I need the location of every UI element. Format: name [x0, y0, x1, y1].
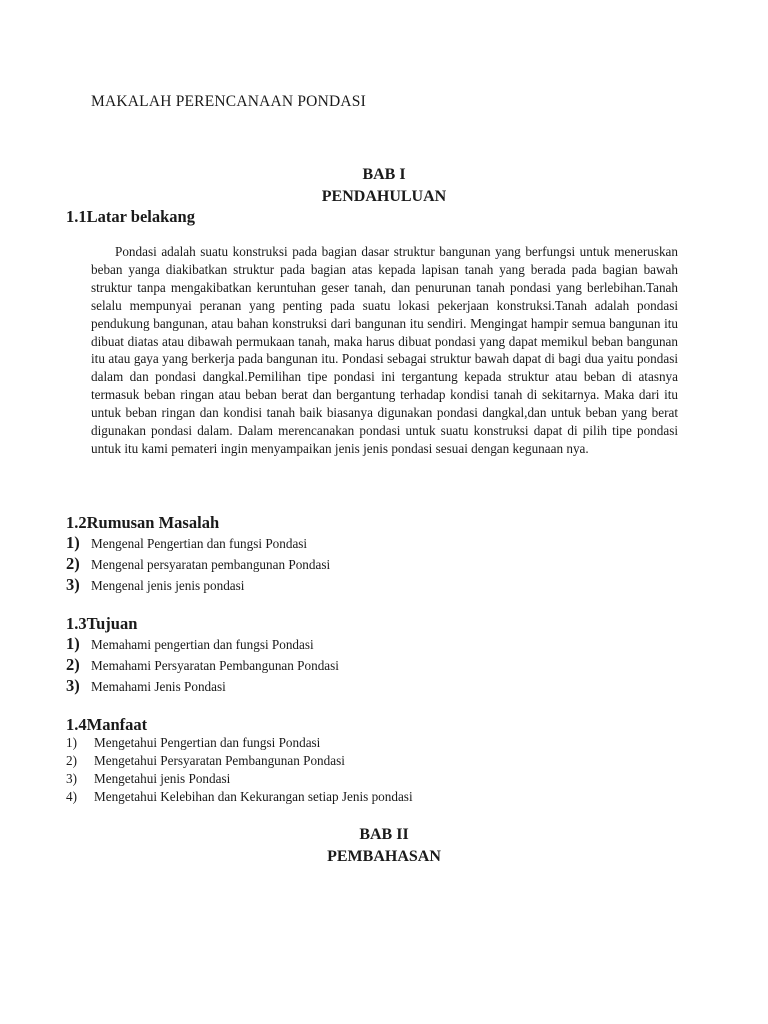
list-text: Mengenal jenis jenis pondasi — [91, 578, 245, 593]
list-number: 2) — [66, 554, 80, 573]
list-number: 1) — [66, 634, 80, 653]
list-number: 3) — [66, 575, 80, 594]
list-text: Mengetahui Pengertian dan fungsi Pondasi — [94, 735, 321, 750]
list-number: 1) — [66, 533, 80, 552]
list-item — [66, 676, 339, 697]
list-text: Memahami Persyaratan Pembangunan Pondasi — [91, 658, 339, 673]
chapter-title: PEMBAHASAN — [327, 848, 441, 865]
list-item — [66, 554, 330, 575]
chapter-2-heading — [0, 824, 768, 868]
list-number: 4) — [66, 789, 77, 804]
list-number: 2) — [66, 655, 80, 674]
list-item — [66, 735, 413, 753]
list-item — [66, 575, 330, 596]
section-heading-tujuan: 1.3Tujuan — [66, 614, 138, 633]
list-manfaat — [66, 735, 413, 807]
list-text: Mengenal persyaratan pembangunan Pondasi — [91, 557, 331, 572]
section-heading-rumusan-masalah: 1.2Rumusan Masalah — [66, 513, 220, 532]
list-item — [66, 533, 330, 554]
list-tujuan — [66, 634, 339, 697]
chapter-number: BAB I — [362, 166, 406, 183]
list-text: Memahami pengertian dan fungsi Pondasi — [91, 637, 314, 652]
list-text: Mengetahui Kelebihan dan Kekurangan setiap Jenis pondasi — [94, 789, 413, 804]
list-number: 3) — [66, 771, 77, 786]
chapter-number: BAB II — [359, 826, 409, 843]
list-item — [66, 634, 339, 655]
list-number: 3) — [66, 676, 80, 695]
list-text: Mengenal Pengertian dan fungsi Pondasi — [91, 536, 308, 551]
section-heading-manfaat: 1.4Manfaat — [66, 715, 148, 734]
list-number: 2) — [66, 753, 77, 768]
list-item — [66, 771, 413, 789]
chapter-title: PENDAHULUAN — [321, 188, 447, 205]
list-number: 1) — [66, 735, 77, 750]
list-text: Mengetahui jenis Pondasi — [94, 771, 231, 786]
list-item — [66, 753, 413, 771]
list-text: Mengetahui Persyaratan Pembangunan Pondasi — [94, 753, 345, 768]
list-item — [66, 655, 339, 676]
document-title: MAKALAH PERENCANAAN PONDASI — [91, 93, 366, 110]
list-text: Memahami Jenis Pondasi — [91, 679, 226, 694]
list-item — [66, 789, 413, 807]
list-rumusan-masalah — [66, 533, 330, 596]
chapter-1-heading — [0, 164, 768, 208]
paragraph-latar-belakang: Pondasi adalah suatu konstruksi pada bagian dasar struktur bangunan yang berfungsi untuk meneruskan beban yanga diakibatkan struktur pada bagian atas kepada lapisan tanah yang berada pada bagian bawah struktur tanpa mengakibatkan keruntuhan geser tanah, dan penurunan tanah pondasi yang berlebihan.Tanah selalu mempunyai peranan yang penting pada suatu lokasi pekerjaan konstruksi.Tanah adalah pondasi pendukung bangunan, atau bahan konstruksi dari bangunan itu sendiri. Mengingat hampir semua bangunan itu dibuat diatas atau dibawah permukaan tanah, maka harus dibuat pondasi yang dapat memikul beban bangunan itu atau gaya yang berkerja pada bangunan itu. Pondasi sebagai struktur bawah dapat di bagi dua yaitu pondasi dalam dan pondasi dangkal.Pemilihan tipe pondasi ini tergantung kepada struktur atau beban di atasnya termasuk beban ringan atau beban berat dan bergantung terhadap kondisi tanah di sekitarnya. Maka dari itu untuk beban ringan dan kondisi tanah baik biasanya digunakan pondasi dangkal,dan untuk beban yang berat digunakan pondasi dalam. Dalam merencanakan pondasi untuk suatu konstruksi dapat di pilih tipe pondasi untuk itu kami pemateri ingin menyampaikan jenis jenis pondasi sesuai dengan kegunaan nya. — [91, 244, 678, 456]
section-heading-latar-belakang: 1.1Latar belakang — [66, 207, 195, 226]
